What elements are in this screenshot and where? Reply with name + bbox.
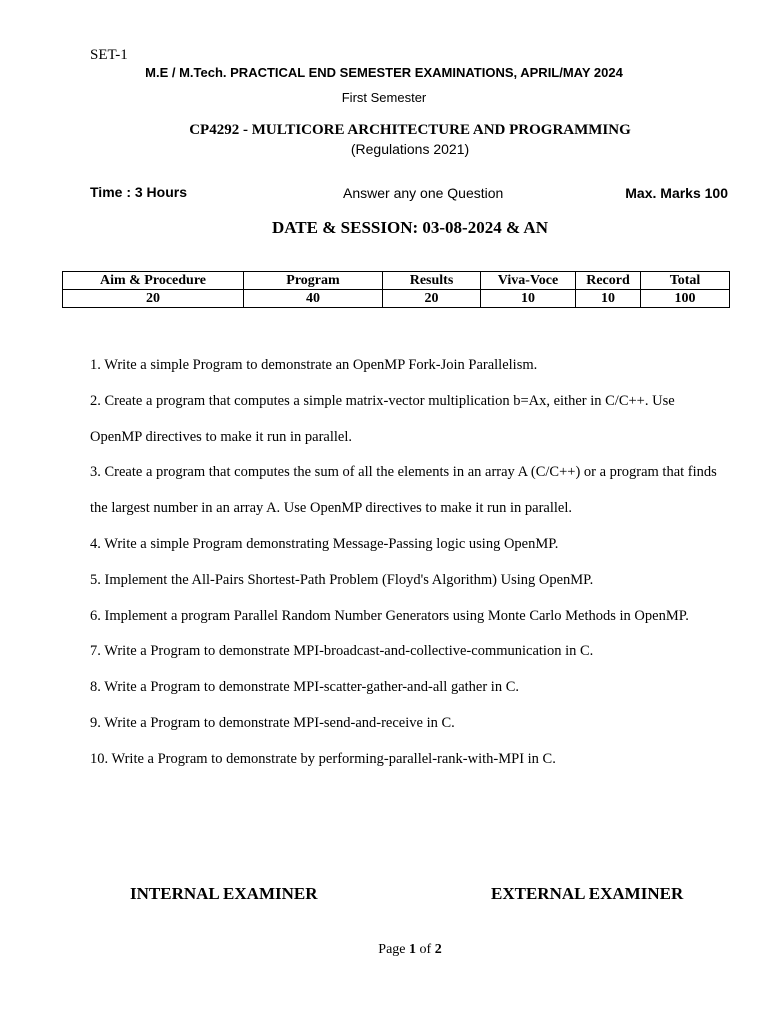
of-word: of (419, 942, 432, 957)
question-item: 7. Write a Program to demonstrate MPI-broadcast-and-collective-communication in C. (90, 643, 594, 660)
marks-header-cell: Aim & Procedure (63, 272, 244, 290)
internal-examiner-label: INTERNAL EXAMINER (130, 884, 318, 903)
exam-title: M.E / M.Tech. PRACTICAL END SEMESTER EXAMINATIONS, APRIL/MAY 2024 (145, 65, 623, 80)
question-item: 5. Implement the All-Pairs Shortest-Path Problem (Floyd's Algorithm) Using OpenMP. (90, 571, 594, 588)
question-item: 3. Create a program that computes the sum of all the elements in an array A (C/C++) or a program that finds the largest number in an array A. Use OpenMP directives to make it run in parallel. (90, 464, 717, 517)
page-number (0, 942, 768, 958)
regulations-label: (Regulations 2021) (350, 141, 470, 157)
marks-header-cell: Record (576, 272, 641, 290)
marks-header-cell: Total (641, 272, 730, 290)
marks-header-cell: Results (383, 272, 481, 290)
max-marks: Max. Marks 100 (625, 185, 728, 201)
marks-value-cell: 40 (244, 290, 383, 308)
exam-instruction: Answer any one Question (343, 185, 504, 201)
marks-table-value-row (63, 290, 730, 308)
marks-header-cell: Program (244, 272, 383, 290)
marks-value-cell: 20 (383, 290, 481, 308)
question-item: 8. Write a Program to demonstrate MPI-scatter-gather-and-all gather in C. (90, 679, 519, 696)
marks-value-cell: 10 (576, 290, 641, 308)
question-list (90, 348, 730, 778)
page-word: Page (378, 942, 406, 957)
date-session: DATE & SESSION: 03-08-2024 & AN (272, 218, 548, 237)
marks-header-cell: Viva-Voce (481, 272, 576, 290)
question-item: 2. Create a program that computes a simple matrix-vector multiplication b=Ax, either in C/C++. Use OpenMP directives to make it run in parallel. (90, 392, 675, 445)
question-item: 1. Write a simple Program to demonstrate an OpenMP Fork-Join Parallelism. (90, 357, 538, 373)
question-item: 6. Implement a program Parallel Random Number Generators using Monte Carlo Methods in OpenMP. (90, 607, 689, 624)
question-item: 9. Write a Program to demonstrate MPI-send-and-receive in C. (90, 714, 455, 731)
marks-table-header-row (63, 272, 730, 290)
marks-table (62, 271, 730, 308)
course-title: CP4292 - MULTICORE ARCHITECTURE AND PROGRAMMING (189, 122, 631, 138)
marks-value-cell: 20 (63, 290, 244, 308)
marks-value-cell: 100 (641, 290, 730, 308)
total-pages: 2 (434, 942, 442, 957)
marks-value-cell: 10 (481, 290, 576, 308)
external-examiner-label: EXTERNAL EXAMINER (491, 884, 684, 903)
semester-label: First Semester (341, 90, 427, 105)
exam-duration: Time : 3 Hours (90, 184, 187, 200)
question-item: 10. Write a Program to demonstrate by performing-parallel-rank-with-MPI in C. (90, 750, 556, 767)
question-item: 4. Write a simple Program demonstrating Message-Passing logic using OpenMP. (90, 535, 559, 552)
current-page: 1 (409, 942, 417, 957)
set-label: SET-1 (90, 47, 128, 63)
